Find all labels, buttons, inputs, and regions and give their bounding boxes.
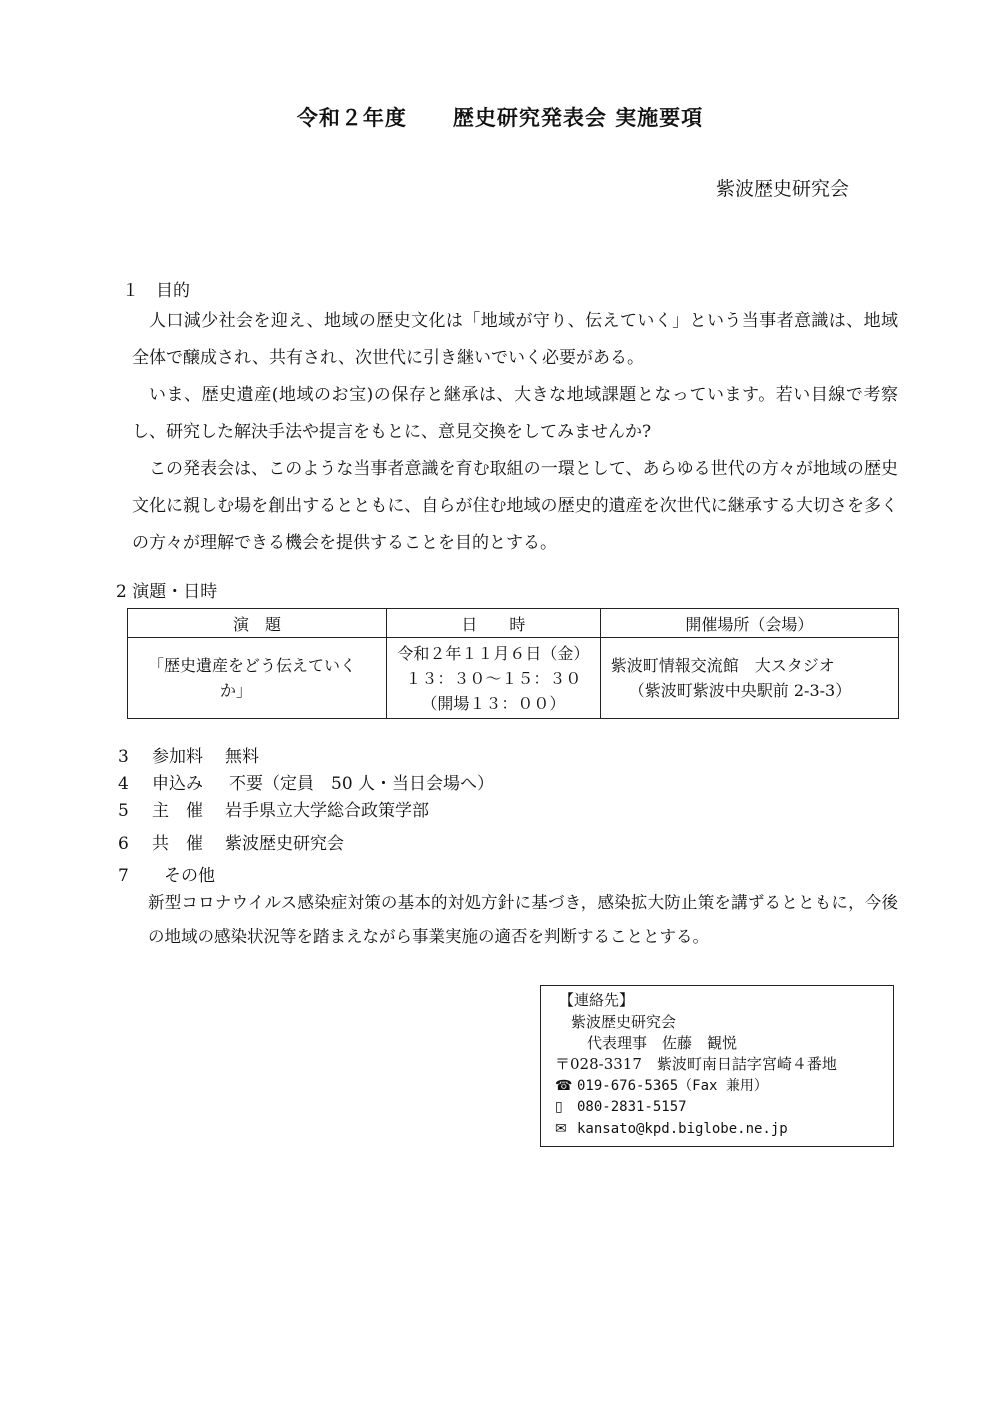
item-application: 4 申込み 不要（定員 50 人・当日会場へ） <box>118 774 495 794</box>
contact-org: 紫波歴史研究会 <box>571 1013 677 1031</box>
item-fee: 3 参加料 無料 <box>118 747 259 767</box>
contact-tel: 019-676-5365（Fax 兼用） <box>577 1078 768 1094</box>
topic-line-2: か」 <box>220 681 253 700</box>
item-host-value: 岩手県立大学総合政策学部 <box>225 801 429 821</box>
item-other: 7 その他 <box>118 866 215 886</box>
item-host: 5 主 催 岩手県立大学総合政策学部 <box>118 801 429 821</box>
organizer-line: 紫波歴史研究会 <box>716 178 850 200</box>
contact-mobile-row <box>555 1095 687 1118</box>
phone-icon: ☎ <box>555 1078 573 1094</box>
topic-line-1: 「歴史遺産をどう伝えていく <box>148 656 357 675</box>
purpose-label: 目的 <box>156 281 190 301</box>
event-time: １３：３０〜１５：３０ <box>405 668 582 688</box>
table-row <box>128 638 899 719</box>
event-open-time: （開場１３：００） <box>421 693 566 713</box>
venue-address: （紫波町紫波中央駅前 2-3-3） <box>628 681 852 700</box>
schedule-table <box>127 608 899 719</box>
event-date: 令和２年１１月６日（金） <box>397 643 590 663</box>
contact-rep: 代表理事 佐藤 観悦 <box>587 1034 738 1052</box>
schedule-heading: 2 演題・日時 <box>116 582 218 602</box>
item-fee-value: 無料 <box>225 747 259 767</box>
column-venue: 開催場所（会場） <box>600 609 898 638</box>
purpose-number: １ <box>122 281 139 301</box>
datetime-cell <box>387 638 601 719</box>
purpose-heading <box>122 276 190 301</box>
purpose-paragraph-1: 人口減少社会を迎え、地域の歴史文化は「地域が守り、伝えていく」という当事者意識は、地域全体で醸成され、共有され、次世代に引き継いでいく必要がある。 <box>132 311 898 368</box>
contact-box <box>540 985 894 1147</box>
venue-cell <box>600 638 898 719</box>
contact-email-row <box>555 1117 788 1140</box>
item-fee-label: 参加料 <box>152 747 203 767</box>
item-application-value: 不要（定員 50 人・当日会場へ） <box>229 774 495 794</box>
item-cohost-label: 共 催 <box>152 834 203 854</box>
other-text: 新型コロナウイルス感染症対策の基本的対処方針に基づき，感染拡大防止策を講ずるとともに，今後の地域の感染状況等を踏まえながら事業実施の適否を判断することとする。 <box>148 893 898 946</box>
item-cohost-value: 紫波歴史研究会 <box>225 834 344 854</box>
title-name: 歴史研究発表会 実施要項 <box>452 106 704 130</box>
item-cohost: 6 共 催 紫波歴史研究会 <box>118 834 344 854</box>
contact-postal: 〒028-3317 紫波町南日詰字宮崎４番地 <box>555 1055 837 1073</box>
purpose-paragraph-2: いま、歴史遺産(地域のお宝)の保存と継承は、大きな地域課題となっています。若い目線で考察し、研究した解決手法や提言をもとに、意見交換をしてみませんか? <box>132 385 898 442</box>
column-topic: 演 題 <box>128 609 387 638</box>
mail-icon: ✉ <box>555 1121 567 1137</box>
topic-cell <box>128 638 387 719</box>
item-other-label: その他 <box>164 866 215 886</box>
contact-heading: 【連絡先】 <box>559 991 635 1009</box>
item-application-label: 申込み <box>152 774 203 794</box>
venue-name: 紫波町情報交流館 大スタジオ <box>610 656 835 675</box>
purpose-paragraph-3: この発表会は、このような当事者意識を育む取組の一環として、あらゆる世代の方々が地域の歴史文化に親しむ場を創出するとともに、自らが住む地域の歴史的遺産を次世代に継承する大切さを多くの方々が理解できる機会を提供することを目的とする。 <box>132 459 898 553</box>
mobile-phone-icon: ▯ <box>555 1099 563 1115</box>
table-header-row <box>128 609 899 638</box>
contact-mobile: 080-2831-5157 <box>577 1099 687 1115</box>
page-title <box>0 102 1000 132</box>
column-datetime: 日 時 <box>387 609 601 638</box>
item-host-label: 主 催 <box>152 801 203 821</box>
contact-email[interactable]: kansato@kpd.biglobe.ne.jp <box>577 1121 788 1137</box>
contact-tel-row <box>555 1074 768 1097</box>
title-year: 令和２年度 <box>296 106 407 130</box>
